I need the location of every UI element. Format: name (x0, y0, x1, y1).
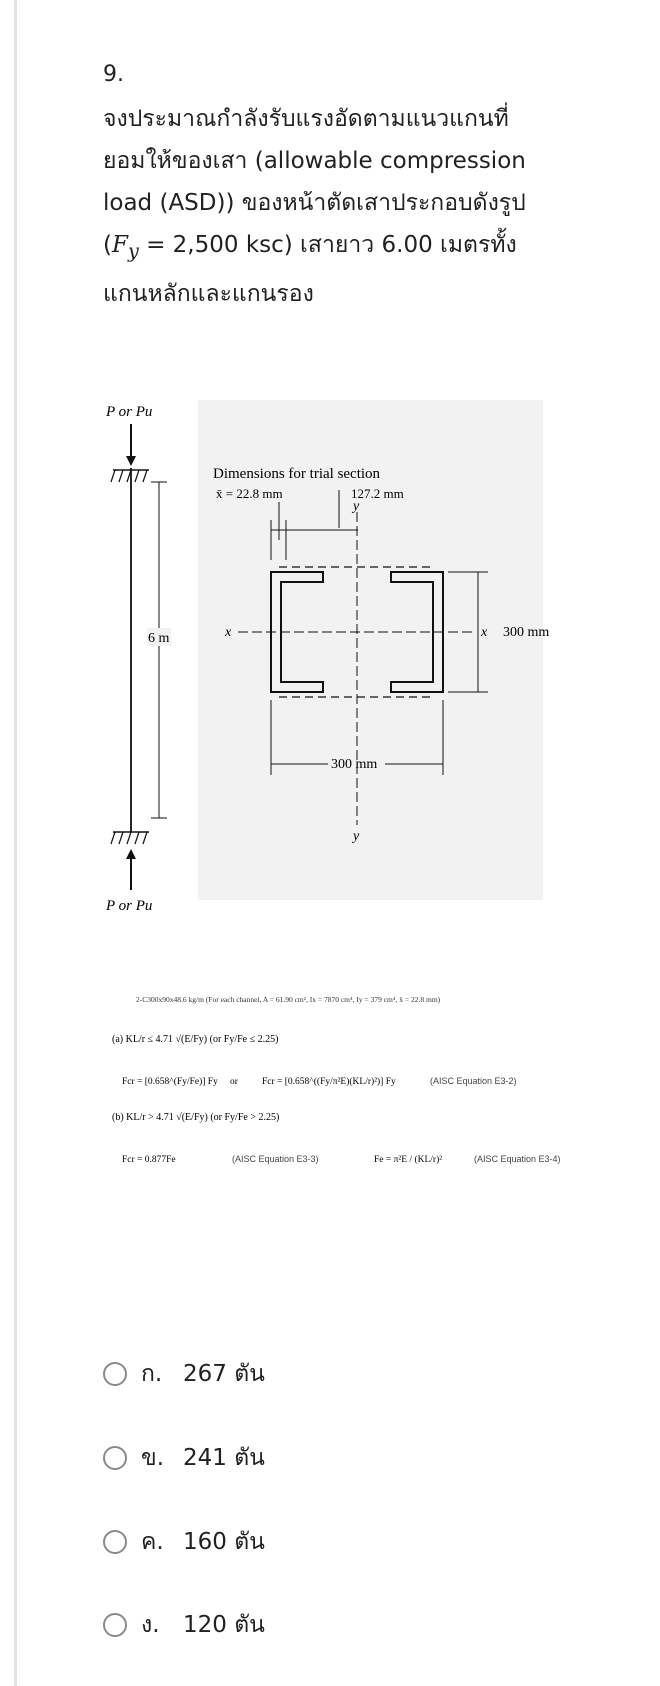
x-axis-label-left: x (225, 625, 232, 640)
section-properties: 2-C300x90x48.6 kg/m (For each channel, A = 61.90 cm², Ix = 7870 cm⁴, Iy = 379 cm⁴, x̄ = 22.8 mm) (136, 995, 441, 1004)
y-axis-label-bottom: y (353, 829, 360, 844)
question-line-1: จงประมาณกำลังรับแรงอัดตามแนวแกนที่ (103, 106, 509, 132)
radio-button[interactable] (103, 1362, 127, 1386)
column-section-figure (103, 400, 603, 920)
fe-eq: Fe = π²E / (KL/r)² (374, 1155, 443, 1165)
figure-svg (103, 400, 603, 920)
case-b: (b) KL/r > 4.71 √(E/Fy) (or Fy/Fe > 2.25) (112, 1112, 280, 1123)
eq-e3-2: (AISC Equation E3-2) (430, 1076, 517, 1086)
left-border (14, 0, 17, 1686)
section-title: Dimensions for trial section (213, 466, 381, 482)
fy-symbol: F (111, 232, 128, 258)
option-text: 120 ตัน (183, 1612, 265, 1638)
y-axis-label-top: y (353, 499, 360, 514)
option-letter: ข. (141, 1445, 165, 1471)
eq-e3-4: (AISC Equation E3-4) (474, 1154, 561, 1164)
answer-option-2[interactable] (103, 1440, 265, 1476)
question-line-4: ($F_y = 2,500$ ksc) เสายาว 6.00 เมตรทั้ง (103, 232, 517, 263)
load-label-bottom: P or Pu (106, 898, 153, 914)
question-line-2: ยอมให้ของเสา (allowable compression (103, 148, 526, 174)
option-text: 160 ตัน (183, 1529, 265, 1555)
x-axis-label-right: x (481, 625, 488, 640)
answer-option-4[interactable] (103, 1607, 265, 1643)
xbar-label: x̄ = 22.8 mm (216, 486, 283, 501)
fcr-eq-a1: Fcr = [0.658^(Fy/Fe)] Fy (122, 1077, 218, 1087)
question-text (103, 98, 573, 315)
radio-button[interactable] (103, 1446, 127, 1470)
option-text: 241 ตัน (183, 1445, 265, 1471)
aisc-equations (112, 990, 582, 1190)
eq-e3-3: (AISC Equation E3-3) (232, 1154, 319, 1164)
support-hatch-top (111, 470, 147, 482)
load-label-top: P or Pu (106, 404, 153, 420)
option-letter: ค. (141, 1529, 164, 1555)
option-letter: ก. (141, 1361, 163, 1387)
arrowhead-top (126, 456, 136, 466)
option-letter: ง. (141, 1612, 160, 1638)
answer-option-1[interactable] (103, 1356, 265, 1392)
question-number: 9. (103, 62, 124, 87)
answer-option-3[interactable] (103, 1524, 265, 1560)
radio-button[interactable] (103, 1530, 127, 1554)
case-a: (a) KL/r ≤ 4.71 √(E/Fy) (or Fy/Fe ≤ 2.25) (112, 1034, 279, 1045)
radio-button[interactable] (103, 1613, 127, 1637)
arrowhead-bottom (126, 849, 136, 859)
question-line-3: load (ASD)) ของหน้าตัดเสาประกอบดังรูป (103, 190, 526, 216)
spacing-label: 127.2 mm (351, 486, 404, 501)
equations-svg (112, 990, 582, 1190)
or-text: or (230, 1077, 238, 1087)
fcr-eq-b: Fcr = 0.877Fe (122, 1155, 176, 1165)
height-label: 6 m (148, 631, 170, 646)
fcr-eq-a2: Fcr = [0.658^((Fy/π²E)(KL/r)²)] Fy (262, 1077, 396, 1087)
depth-label: 300 mm (503, 625, 550, 640)
question-line-5: แกนหลักและแกนรอง (103, 280, 314, 307)
width-label: 300 mm (331, 757, 378, 772)
support-hatch-bottom (111, 832, 147, 844)
option-text: 267 ตัน (183, 1361, 265, 1387)
